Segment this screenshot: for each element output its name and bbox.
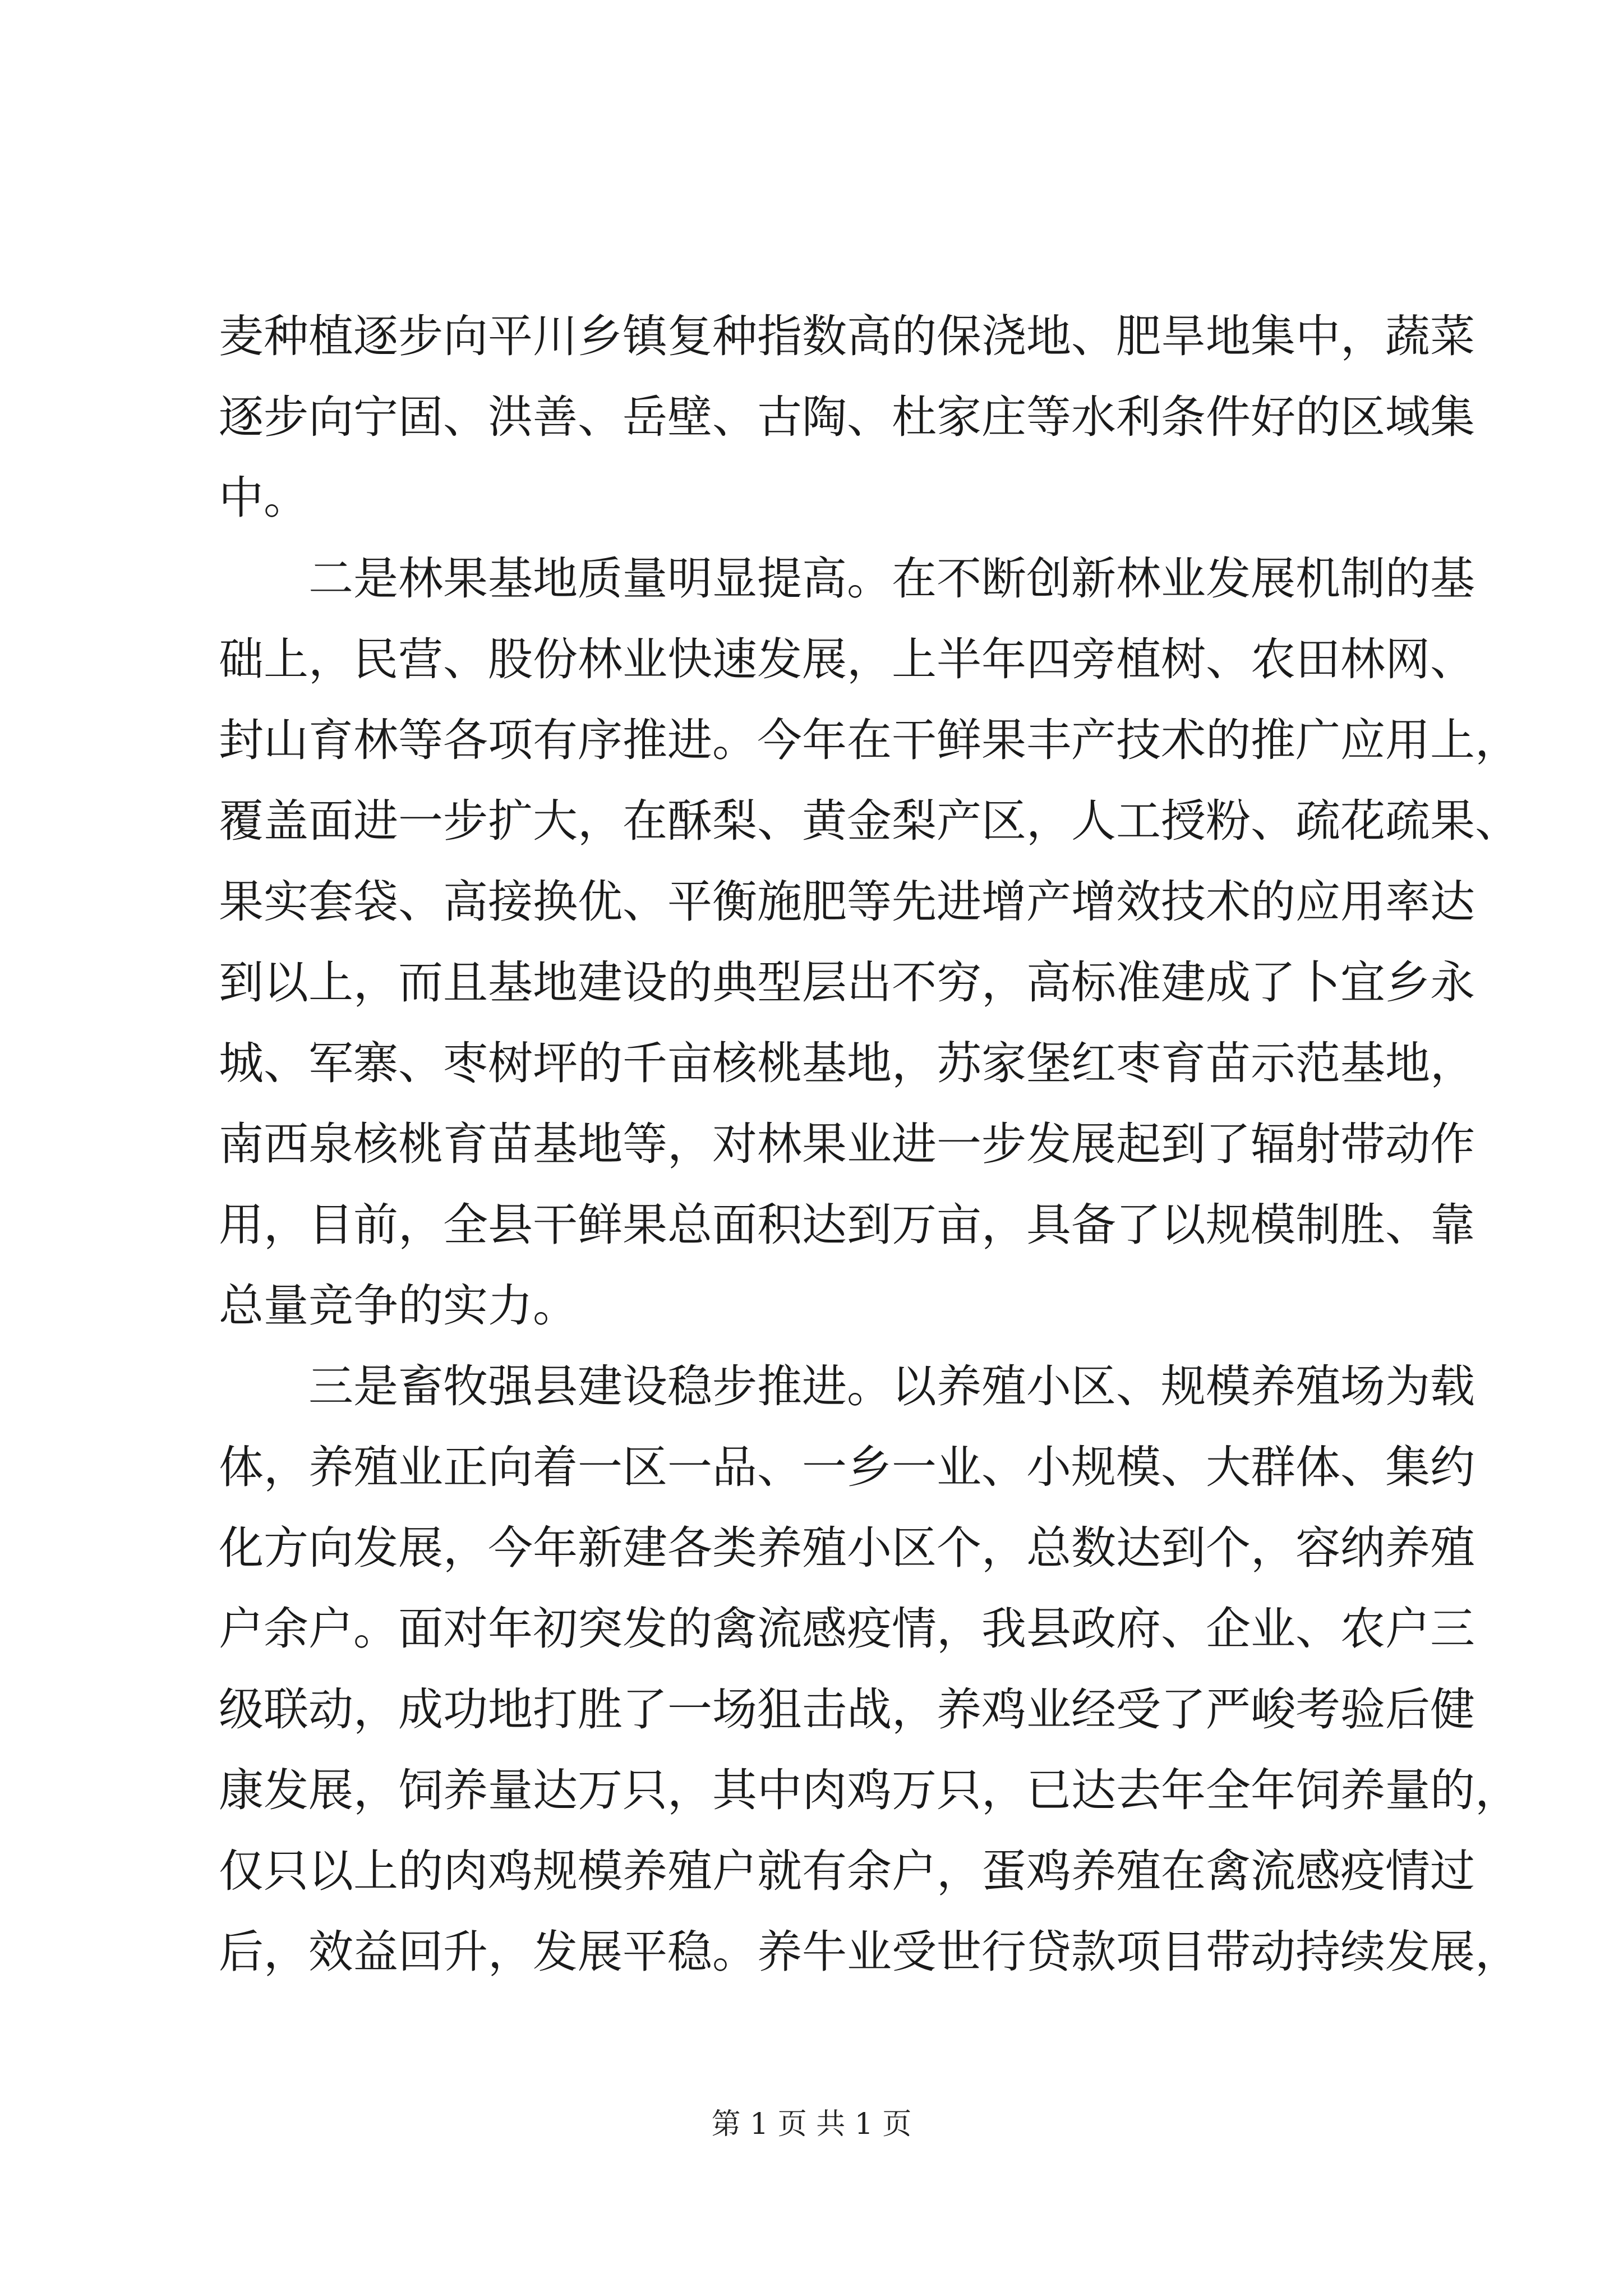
paragraph-start-line: 二是林果基地质量明显提高。在不断创新林业发展机制的基: [308, 553, 1475, 605]
body-line: 用，目前，全县干鲜果总面积达到万亩，具备了以规模制胜、靠: [219, 1199, 1475, 1251]
body-line: 级联动，成功地打胜了一场狙击战，养鸡业经受了严峻考验后健: [219, 1683, 1475, 1736]
body-line: 逐步向宁固、洪善、岳壁、古陶、杜家庄等水利条件好的区域集: [219, 391, 1475, 443]
body-line: 覆盖面进一步扩大，在酥梨、黄金梨产区，人工授粉、疏花疏果、: [219, 795, 1520, 847]
body-line: 化方向发展，今年新建各类养殖小区个，总数达到个，容纳养殖: [219, 1522, 1475, 1574]
body-line: 康发展，饲养量达万只，其中肉鸡万只，已达去年全年饲养量的，: [219, 1764, 1520, 1816]
body-line: 中。: [219, 472, 308, 524]
body-line: 总量竞争的实力。: [219, 1280, 578, 1332]
body-line: 体，养殖业正向着一区一品、一乡一业、小规模、大群体、集约: [219, 1441, 1475, 1493]
body-line: 封山育林等各项有序推进。今年在干鲜果丰产技术的推广应用上，: [219, 714, 1520, 766]
paragraph-start-line: 三是畜牧强县建设稳步推进。以养殖小区、规模养殖场为载: [308, 1360, 1475, 1412]
body-line: 户余户。面对年初突发的禽流感疫情，我县政府、企业、农户三: [219, 1603, 1475, 1655]
body-line: 麦种植逐步向平川乡镇复种指数高的保浇地、肥旱地集中，蔬菜: [219, 310, 1475, 362]
page-number-footer: 第 1 页 共 1 页: [711, 2108, 912, 2141]
body-line: 仅只以上的肉鸡规模养殖户就有余户，蛋鸡养殖在禽流感疫情过: [219, 1845, 1475, 1897]
body-line: 到以上，而且基地建设的典型层出不穷，高标准建成了卜宜乡永: [219, 956, 1475, 1009]
body-line: 础上，民营、股份林业快速发展，上半年四旁植树、农田林网、: [219, 633, 1475, 685]
body-line: 后，效益回升，发展平稳。养牛业受世行贷款项目带动持续发展，: [219, 1926, 1520, 1978]
body-line: 城、军寨、枣树坪的千亩核桃基地，苏家堡红枣育苗示范基地，: [219, 1037, 1475, 1089]
body-line: 南西泉核桃育苗基地等，对林果业进一步发展起到了辐射带动作: [219, 1118, 1475, 1170]
body-line: 果实套袋、高接换优、平衡施肥等先进增产增效技术的应用率达: [219, 876, 1475, 928]
